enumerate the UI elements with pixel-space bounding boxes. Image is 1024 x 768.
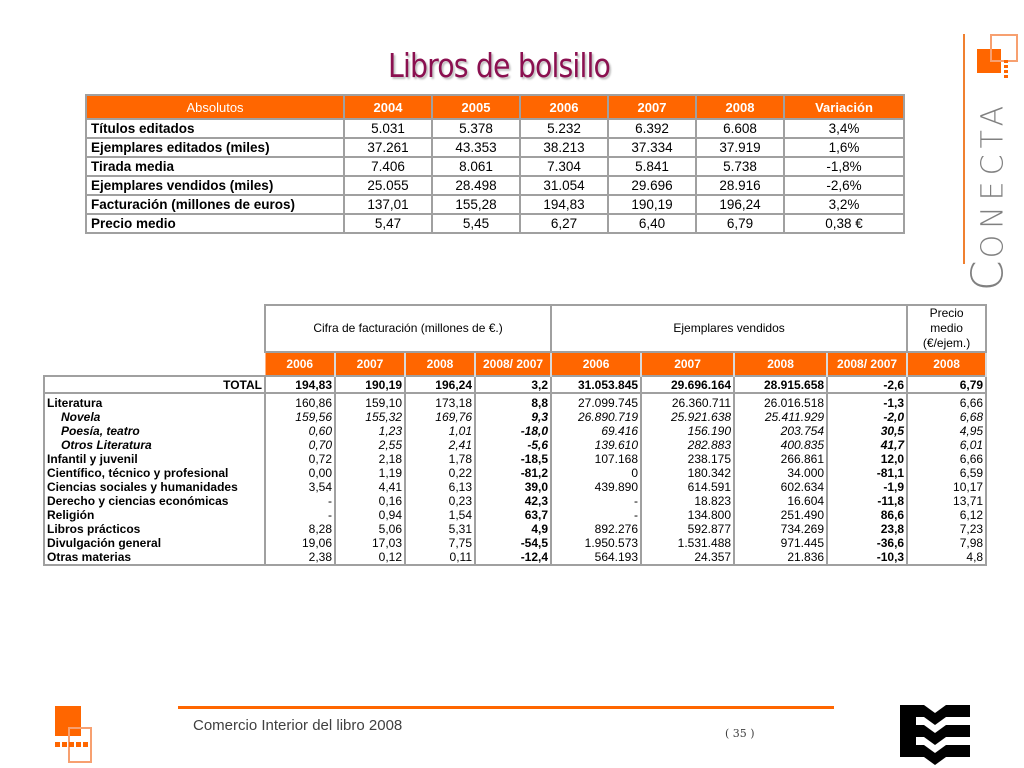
header-facturacion: Cifra de facturación (millones de €.) bbox=[265, 305, 551, 352]
cell-value: 155,28 bbox=[432, 195, 520, 214]
cell-value: - bbox=[265, 508, 335, 522]
total-value: 31.053.845 bbox=[551, 376, 641, 393]
variation-value: 8,8 bbox=[475, 393, 551, 410]
cell-value: 10,17 bbox=[907, 480, 986, 494]
cell-value: 400.835 bbox=[734, 438, 827, 452]
cell-value: 0,72 bbox=[265, 452, 335, 466]
publisher-logo-icon bbox=[900, 703, 970, 765]
cell-value: 21.836 bbox=[734, 550, 827, 565]
detail-row bbox=[44, 393, 986, 410]
variation-value: -1,3 bbox=[827, 393, 907, 410]
cell-value: 4,8 bbox=[907, 550, 986, 565]
cell-value: 5.378 bbox=[432, 119, 520, 138]
cell-value: 26.890.719 bbox=[551, 410, 641, 424]
cell-value: 6,13 bbox=[405, 480, 475, 494]
detail-row bbox=[44, 494, 986, 508]
cell-value: 564.193 bbox=[551, 550, 641, 565]
category-label: Otros Literatura bbox=[44, 438, 265, 452]
row-label: Ejemplares editados (miles) bbox=[86, 138, 344, 157]
cell-value: 134.800 bbox=[641, 508, 734, 522]
cell-value: 251.490 bbox=[734, 508, 827, 522]
page-title: Libros de bolsillo bbox=[387, 46, 611, 85]
cell-value: 1,23 bbox=[335, 424, 405, 438]
cell-value: 13,71 bbox=[907, 494, 986, 508]
cell-value: 6,27 bbox=[520, 214, 608, 233]
cell-value: 27.099.745 bbox=[551, 393, 641, 410]
header-2004: 2004 bbox=[344, 95, 432, 119]
cell-value: 1,54 bbox=[405, 508, 475, 522]
cell-value: 7,98 bbox=[907, 536, 986, 550]
cell-value: 602.634 bbox=[734, 480, 827, 494]
cell-value: 3,2% bbox=[784, 195, 904, 214]
cell-value: 892.276 bbox=[551, 522, 641, 536]
cell-value: 190,19 bbox=[608, 195, 696, 214]
cell-value: 0,12 bbox=[335, 550, 405, 565]
cell-value: - bbox=[551, 508, 641, 522]
variation-value: -11,8 bbox=[827, 494, 907, 508]
logo-text: CONECTA bbox=[962, 99, 1014, 292]
header-absolutos: Absolutos bbox=[86, 95, 344, 119]
cell-value: 155,32 bbox=[335, 410, 405, 424]
variation-value: 42,3 bbox=[475, 494, 551, 508]
cell-value: 28.916 bbox=[696, 176, 784, 195]
cell-value: 37.919 bbox=[696, 138, 784, 157]
summary-row bbox=[86, 157, 904, 176]
cell-value: 38.213 bbox=[520, 138, 608, 157]
variation-value: -2,0 bbox=[827, 410, 907, 424]
cell-value: 43.353 bbox=[432, 138, 520, 157]
cell-value: 8.061 bbox=[432, 157, 520, 176]
detail-row bbox=[44, 466, 986, 480]
variation-value: -81,2 bbox=[475, 466, 551, 480]
summary-table bbox=[85, 94, 905, 234]
cell-value: 0,22 bbox=[405, 466, 475, 480]
cell-value: 180.342 bbox=[641, 466, 734, 480]
cell-value: 6,12 bbox=[907, 508, 986, 522]
category-label: Derecho y ciencias económicas bbox=[44, 494, 265, 508]
year-header: 2008/ 2007 bbox=[475, 352, 551, 376]
row-label: Ejemplares vendidos (miles) bbox=[86, 176, 344, 195]
variation-value: 39,0 bbox=[475, 480, 551, 494]
total-value: 196,24 bbox=[405, 376, 475, 393]
total-value: 3,2 bbox=[475, 376, 551, 393]
detail-row bbox=[44, 480, 986, 494]
cell-value: 4,95 bbox=[907, 424, 986, 438]
cell-value: 5,06 bbox=[335, 522, 405, 536]
row-label: Precio medio bbox=[86, 214, 344, 233]
detail-row bbox=[44, 536, 986, 550]
variation-value: -18,5 bbox=[475, 452, 551, 466]
detail-row bbox=[44, 410, 986, 424]
cell-value: 1.531.488 bbox=[641, 536, 734, 550]
detail-row bbox=[44, 508, 986, 522]
cell-value: 0,60 bbox=[265, 424, 335, 438]
cell-value: 0,70 bbox=[265, 438, 335, 452]
cell-value: 0,38 € bbox=[784, 214, 904, 233]
cell-value: 4,41 bbox=[335, 480, 405, 494]
footer-rule bbox=[178, 706, 834, 709]
total-value: 29.696.164 bbox=[641, 376, 734, 393]
cell-value: 8,28 bbox=[265, 522, 335, 536]
variation-value: 23,8 bbox=[827, 522, 907, 536]
summary-row bbox=[86, 214, 904, 233]
cell-value: 7.406 bbox=[344, 157, 432, 176]
variation-value: -54,5 bbox=[475, 536, 551, 550]
cell-value: 5,45 bbox=[432, 214, 520, 233]
cell-value: 173,18 bbox=[405, 393, 475, 410]
variation-value: 12,0 bbox=[827, 452, 907, 466]
category-label: Ciencias sociales y humanidades bbox=[44, 480, 265, 494]
cell-value: 5.841 bbox=[608, 157, 696, 176]
year-header: 2007 bbox=[335, 352, 405, 376]
cell-value: 26.016.518 bbox=[734, 393, 827, 410]
cell-value: 159,56 bbox=[265, 410, 335, 424]
header-2008: 2008 bbox=[696, 95, 784, 119]
summary-row bbox=[86, 176, 904, 195]
summary-row bbox=[86, 138, 904, 157]
cell-value: 25.921.638 bbox=[641, 410, 734, 424]
total-value: -2,6 bbox=[827, 376, 907, 393]
cell-value: 37.261 bbox=[344, 138, 432, 157]
cell-value: 2,41 bbox=[405, 438, 475, 452]
summary-row bbox=[86, 195, 904, 214]
footer-text: Comercio Interior del libro 2008 bbox=[193, 717, 403, 734]
cell-value: 19,06 bbox=[265, 536, 335, 550]
cell-value: 266.861 bbox=[734, 452, 827, 466]
cell-value: 137,01 bbox=[344, 195, 432, 214]
cell-value: 6,59 bbox=[907, 466, 986, 480]
variation-value: 41,7 bbox=[827, 438, 907, 452]
cell-value: 28.498 bbox=[432, 176, 520, 195]
year-header: 2007 bbox=[641, 352, 734, 376]
cell-value: 16.604 bbox=[734, 494, 827, 508]
header-precio bbox=[907, 305, 986, 352]
cell-value: 6,01 bbox=[907, 438, 986, 452]
detail-row bbox=[44, 550, 986, 565]
cell-value: 26.360.711 bbox=[641, 393, 734, 410]
variation-value: 9,3 bbox=[475, 410, 551, 424]
total-value: 6,79 bbox=[907, 376, 986, 393]
cell-value: 34.000 bbox=[734, 466, 827, 480]
cell-value: 6,40 bbox=[608, 214, 696, 233]
cell-value: 734.269 bbox=[734, 522, 827, 536]
summary-header-row bbox=[86, 95, 904, 119]
detail-row bbox=[44, 522, 986, 536]
cell-value: 169,76 bbox=[405, 410, 475, 424]
cell-value: 6.608 bbox=[696, 119, 784, 138]
cell-value: -2,6% bbox=[784, 176, 904, 195]
year-header: 2006 bbox=[551, 352, 641, 376]
variation-value: -1,9 bbox=[827, 480, 907, 494]
cell-value: 5.031 bbox=[344, 119, 432, 138]
cell-value: 5,47 bbox=[344, 214, 432, 233]
variation-value: 63,7 bbox=[475, 508, 551, 522]
cell-value: 159,10 bbox=[335, 393, 405, 410]
total-value: 190,19 bbox=[335, 376, 405, 393]
total-label: TOTAL bbox=[44, 376, 265, 393]
header-precio-line1: Precio bbox=[929, 306, 964, 320]
detail-row bbox=[44, 424, 986, 438]
year-header-row bbox=[44, 352, 986, 376]
variation-value: 30,5 bbox=[827, 424, 907, 438]
cell-value: 17,03 bbox=[335, 536, 405, 550]
cell-value: 6,66 bbox=[907, 452, 986, 466]
category-label: Científico, técnico y profesional bbox=[44, 466, 265, 480]
cell-value: 971.445 bbox=[734, 536, 827, 550]
cell-value: -1,8% bbox=[784, 157, 904, 176]
cell-value: 160,86 bbox=[265, 393, 335, 410]
variation-value: 86,6 bbox=[827, 508, 907, 522]
variation-value: -18,0 bbox=[475, 424, 551, 438]
cell-value: 3,4% bbox=[784, 119, 904, 138]
total-value: 28.915.658 bbox=[734, 376, 827, 393]
header-ejemplares: Ejemplares vendidos bbox=[551, 305, 907, 352]
group-header-row bbox=[44, 305, 986, 352]
cell-value: 196,24 bbox=[696, 195, 784, 214]
variation-value: -5,6 bbox=[475, 438, 551, 452]
category-label: Novela bbox=[44, 410, 265, 424]
category-label: Religión bbox=[44, 508, 265, 522]
cell-value: 1.950.573 bbox=[551, 536, 641, 550]
cell-value: 5.232 bbox=[520, 119, 608, 138]
cell-value: 107.168 bbox=[551, 452, 641, 466]
empty-corner bbox=[44, 305, 265, 352]
cell-value: 6,79 bbox=[696, 214, 784, 233]
cell-value: - bbox=[265, 494, 335, 508]
cell-value: 0,94 bbox=[335, 508, 405, 522]
logo-square-outline bbox=[990, 34, 1018, 62]
variation-value: -36,6 bbox=[827, 536, 907, 550]
cell-value: 18.823 bbox=[641, 494, 734, 508]
cell-value: 139.610 bbox=[551, 438, 641, 452]
cell-value: 69.416 bbox=[551, 424, 641, 438]
cell-value: 156.190 bbox=[641, 424, 734, 438]
detail-row bbox=[44, 452, 986, 466]
category-label: Otras materias bbox=[44, 550, 265, 565]
cell-value: 614.591 bbox=[641, 480, 734, 494]
variation-value: -81,1 bbox=[827, 466, 907, 480]
cell-value: 6,66 bbox=[907, 393, 986, 410]
cell-value: 1,19 bbox=[335, 466, 405, 480]
category-label: Infantil y juvenil bbox=[44, 452, 265, 466]
cell-value: 0,23 bbox=[405, 494, 475, 508]
cell-value: 31.054 bbox=[520, 176, 608, 195]
header-precio-line2: medio bbox=[930, 321, 963, 335]
cell-value: 0,00 bbox=[265, 466, 335, 480]
page-number: ( 35 ) bbox=[725, 727, 755, 740]
year-header: 2008 bbox=[405, 352, 475, 376]
category-label: Poesía, teatro bbox=[44, 424, 265, 438]
cell-value: 5.738 bbox=[696, 157, 784, 176]
cell-value: 282.883 bbox=[641, 438, 734, 452]
cell-value: 0 bbox=[551, 466, 641, 480]
cell-value: 24.357 bbox=[641, 550, 734, 565]
total-row bbox=[44, 376, 986, 393]
cell-value: 2,55 bbox=[335, 438, 405, 452]
footer-dots bbox=[55, 742, 89, 747]
cell-value: 29.696 bbox=[608, 176, 696, 195]
cell-value: 25.411.929 bbox=[734, 410, 827, 424]
category-label: Libros prácticos bbox=[44, 522, 265, 536]
cell-value: 592.877 bbox=[641, 522, 734, 536]
cell-value: 3,54 bbox=[265, 480, 335, 494]
header-2005: 2005 bbox=[432, 95, 520, 119]
cell-value: 25.055 bbox=[344, 176, 432, 195]
variation-value: -10,3 bbox=[827, 550, 907, 565]
year-header: 2008 bbox=[907, 352, 986, 376]
cell-value: 7,75 bbox=[405, 536, 475, 550]
cell-value: - bbox=[551, 494, 641, 508]
cell-value: 194,83 bbox=[520, 195, 608, 214]
detail-row bbox=[44, 438, 986, 452]
cell-value: 37.334 bbox=[608, 138, 696, 157]
summary-row bbox=[86, 119, 904, 138]
cell-value: 2,38 bbox=[265, 550, 335, 565]
empty-corner-2 bbox=[44, 352, 265, 376]
detail-table bbox=[43, 304, 987, 566]
category-label: Literatura bbox=[44, 393, 265, 410]
header-precio-line3: (€/ejem.) bbox=[922, 336, 971, 350]
cell-value: 6.392 bbox=[608, 119, 696, 138]
cell-value: 7,23 bbox=[907, 522, 986, 536]
header-2006: 2006 bbox=[520, 95, 608, 119]
cell-value: 203.754 bbox=[734, 424, 827, 438]
cell-value: 1,78 bbox=[405, 452, 475, 466]
header-2007: 2007 bbox=[608, 95, 696, 119]
cell-value: 1,6% bbox=[784, 138, 904, 157]
cell-value: 439.890 bbox=[551, 480, 641, 494]
cell-value: 0,11 bbox=[405, 550, 475, 565]
total-value: 194,83 bbox=[265, 376, 335, 393]
cell-value: 7.304 bbox=[520, 157, 608, 176]
row-label: Tirada media bbox=[86, 157, 344, 176]
cell-value: 5,31 bbox=[405, 522, 475, 536]
year-header: 2008/ 2007 bbox=[827, 352, 907, 376]
year-header: 2006 bbox=[265, 352, 335, 376]
cell-value: 6,68 bbox=[907, 410, 986, 424]
variation-value: -12,4 bbox=[475, 550, 551, 565]
cell-value: 238.175 bbox=[641, 452, 734, 466]
row-label: Títulos editados bbox=[86, 119, 344, 138]
row-label: Facturación (millones de euros) bbox=[86, 195, 344, 214]
header-variacion: Variación bbox=[784, 95, 904, 119]
variation-value: 4,9 bbox=[475, 522, 551, 536]
cell-value: 0,16 bbox=[335, 494, 405, 508]
cell-value: 1,01 bbox=[405, 424, 475, 438]
year-header: 2008 bbox=[734, 352, 827, 376]
cell-value: 2,18 bbox=[335, 452, 405, 466]
category-label: Divulgación general bbox=[44, 536, 265, 550]
